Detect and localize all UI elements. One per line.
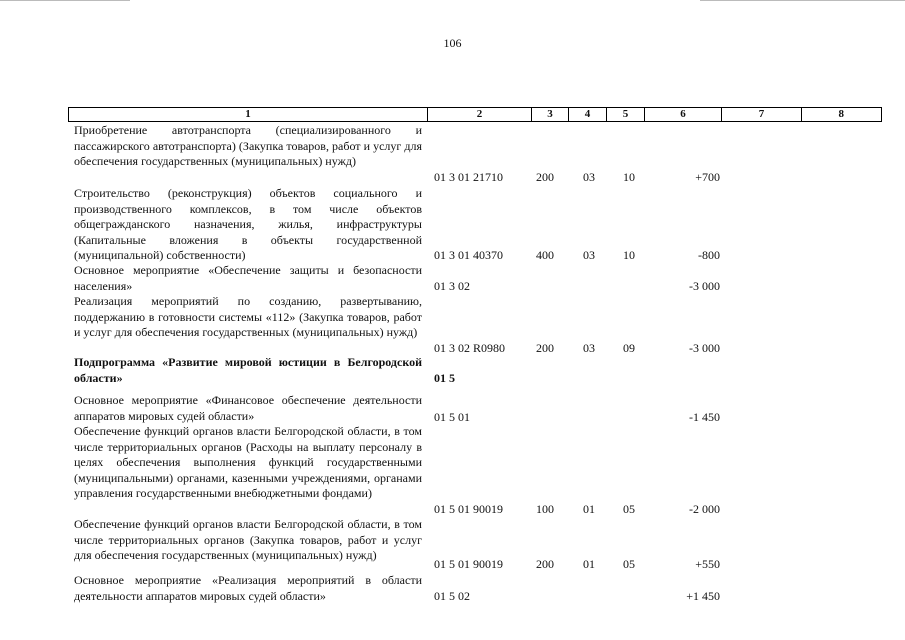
- row-code: 01 5 01 90019: [434, 501, 503, 516]
- header-col-4: 4: [569, 108, 607, 121]
- header-col-6: 6: [645, 108, 722, 121]
- row-amount: -3 000: [689, 340, 720, 355]
- row-col-3: 100: [536, 501, 554, 516]
- row-description: Основное мероприятие «Обеспечение защиты и безопасности населения»: [74, 263, 422, 293]
- row-col-5: 10: [623, 248, 635, 262]
- row-col-4: 03: [583, 169, 595, 184]
- table-header: [68, 107, 882, 122]
- row-amount: -2 000: [689, 501, 720, 516]
- row-description: Реализация мероприятий по созданию, развертыванию, поддержанию в готовности системы «112» (Закупка товаров, работ и услуг для обеспечения государственных (муниципальных) нужд): [74, 294, 422, 339]
- row-code: 01 3 01 40370: [434, 248, 503, 262]
- row-description: Основное мероприятие «Реализация мероприятий в области деятельности аппаратов мировых судей области»: [74, 573, 422, 603]
- row-amount: +700: [695, 169, 720, 184]
- row-amount: -3 000: [689, 278, 720, 293]
- header-col-3: 3: [532, 108, 569, 121]
- row-description: Подпрограмма «Развитие мировой юстиции в Белгородской области»: [74, 355, 422, 385]
- row-col-5: 09: [623, 340, 635, 355]
- header-col-2: 2: [428, 108, 532, 121]
- header-col-5: 5: [607, 108, 645, 121]
- row-amount: -1 450: [689, 410, 720, 424]
- row-amount: -800: [698, 248, 720, 262]
- row-description: Основное мероприятие «Финансовое обеспечение деятельности аппаратов мировых судей области»: [74, 393, 422, 423]
- row-code: 01 5 01: [434, 410, 470, 424]
- header-col-8: 8: [802, 108, 882, 121]
- row-col-3: 400: [536, 248, 554, 262]
- header-col-7: 7: [722, 108, 802, 121]
- row-code: 01 5 02: [434, 588, 470, 603]
- row-description: Обеспечение функций органов власти Белгородской области, в том числе территориальных органов (Закупка товаров, работ и услуг для обеспечения государственных (муниципальных) нужд): [74, 517, 422, 562]
- row-col-4: 01: [583, 557, 595, 571]
- header-col-1: 1: [69, 108, 428, 121]
- row-col-5: 05: [623, 557, 635, 571]
- row-col-4: 03: [583, 340, 595, 355]
- row-description: Строительство (реконструкция) объектов социального и производственного комплексов, в том числе объектов общегражданского назначения, жилья, инфраструктуры (Капитальные вложения в объекты государственной (муниципальной) собственности): [74, 186, 422, 262]
- row-col-3: 200: [536, 340, 554, 355]
- row-col-5: 10: [623, 169, 635, 184]
- row-code: 01 5: [434, 370, 455, 385]
- row-code: 01 3 01 21710: [434, 169, 503, 184]
- row-col-3: 200: [536, 169, 554, 184]
- row-col-3: 200: [536, 557, 554, 571]
- row-code: 01 3 02: [434, 278, 470, 293]
- page-number: 106: [443, 36, 462, 50]
- row-col-4: 03: [583, 248, 595, 262]
- row-description: Обеспечение функций органов власти Белгородской области, в том числе территориальных органов (Расходы на выплату персоналу в целях обеспечения выполнения функций государственными (муниципальными) органами, казенными учреждениями, органами управления государственными внебюджетными фондами): [74, 424, 422, 500]
- row-col-5: 05: [623, 501, 635, 516]
- row-code: 01 3 02 R0980: [434, 340, 506, 355]
- scan-mark-top-right: [700, 0, 905, 1]
- row-col-4: 01: [583, 501, 595, 516]
- row-code: 01 5 01 90019: [434, 557, 503, 571]
- row-amount: +1 450: [686, 588, 720, 603]
- row-description: Приобретение автотранспорта (специализированного и пассажирского автотранспорта) (Закупка товаров, работ и услуг для обеспечения государственных (муниципальных) нужд): [74, 123, 422, 168]
- scan-mark-top-left: [0, 0, 130, 1]
- row-amount: +550: [695, 557, 720, 571]
